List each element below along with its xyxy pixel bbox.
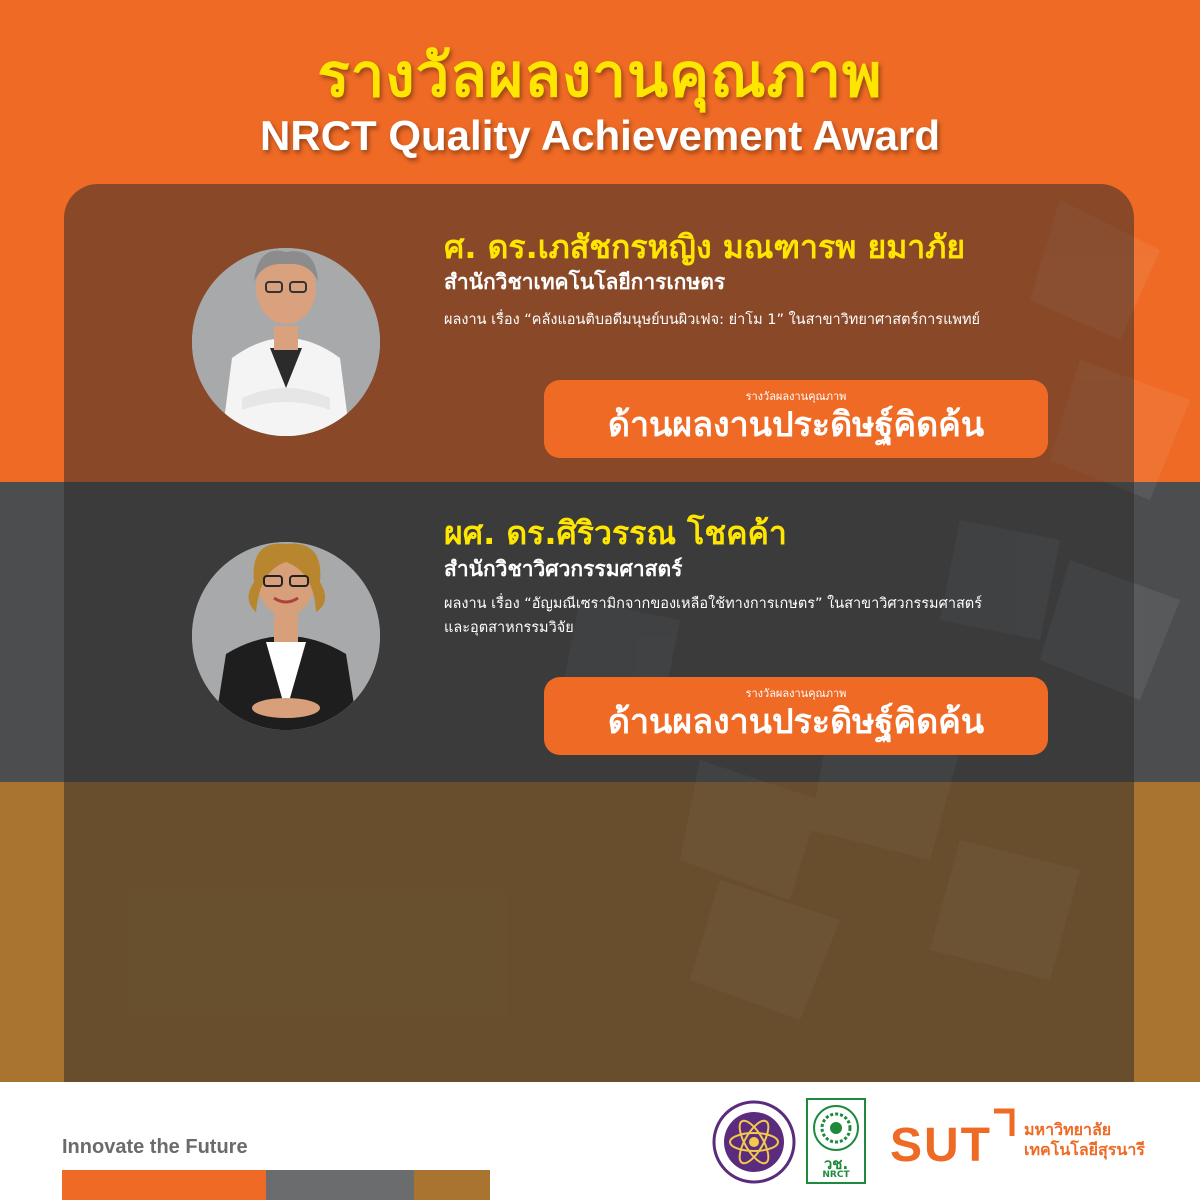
awardee-2-department: สำนักวิชาวิศวกรรมศาสตร์ — [444, 557, 683, 581]
university-name-line-1: มหาวิทยาลัย — [1024, 1120, 1112, 1139]
nrct-logo — [806, 1098, 866, 1184]
awardee-2-photo — [192, 542, 380, 730]
footer-bar-gray — [266, 1170, 414, 1200]
award-category-label: รางวัลผลงานคุณภาพ — [745, 687, 847, 700]
awardee-2-work — [444, 592, 1094, 640]
page-title-thai: รางวัลผลงานคุณภาพ — [317, 41, 883, 111]
award-category-title: ด้านผลงานประดิษฐ์คิดค้น — [607, 702, 985, 742]
awardee-1-department: สำนักวิชาเทคโนโลยีการเกษตร — [444, 270, 726, 294]
footer-bar-orange — [62, 1170, 266, 1200]
award-category-label: รางวัลผลงานคุณภาพ — [745, 390, 847, 403]
awardee-2-work-line-1: ผลงาน เรื่อง “อัญมณีเซรามิกจากของเหลือใช้ทางการเกษตร” ในสาขาวิศวกรรมศาสตร์ — [444, 596, 983, 612]
sut-logo — [890, 1108, 1020, 1174]
ministry-seal-logo — [712, 1100, 796, 1184]
person-portrait-icon — [192, 248, 380, 436]
sut-logo-text: SUT — [890, 1119, 992, 1172]
sut-logo-bracket-icon — [992, 1108, 1016, 1138]
awardee-1-name: ศ. ดร.เภสัชกรหญิง มณฑารพ ยมาภัย — [444, 228, 966, 266]
nrct-logo-sub: NRCT — [822, 1170, 850, 1180]
awardee-1-award-badge — [544, 380, 1048, 458]
university-name — [1024, 1120, 1145, 1160]
tagline: Innovate the Future — [62, 1136, 248, 1158]
awardee-2-award-badge — [544, 677, 1048, 755]
awardee-2-work-line-2: และอุตสาหกรรมวิจัย — [444, 620, 574, 636]
awardee-1-work — [444, 308, 1094, 332]
footer-bar-bronze — [414, 1170, 490, 1200]
awardee-2-name: ผศ. ดร.ศิริวรรณ โชคค้า — [444, 514, 787, 552]
page-title-english: NRCT Quality Achievement Award — [260, 112, 940, 159]
nrct-logo-text: วช. — [823, 1155, 849, 1173]
awardee-1-photo — [192, 248, 380, 436]
awardee-1-work-line-1: ผลงาน เรื่อง “คลังแอนติบอดีมนุษย์บนผิวเฟจ: ย่าโม 1” ในสาขาวิทยาศาสตร์การแพทย์ — [444, 312, 981, 328]
person-portrait-icon — [192, 542, 380, 730]
award-category-title: ด้านผลงานประดิษฐ์คิดค้น — [607, 405, 985, 445]
university-name-line-2: เทคโนโลยีสุรนารี — [1024, 1140, 1145, 1159]
